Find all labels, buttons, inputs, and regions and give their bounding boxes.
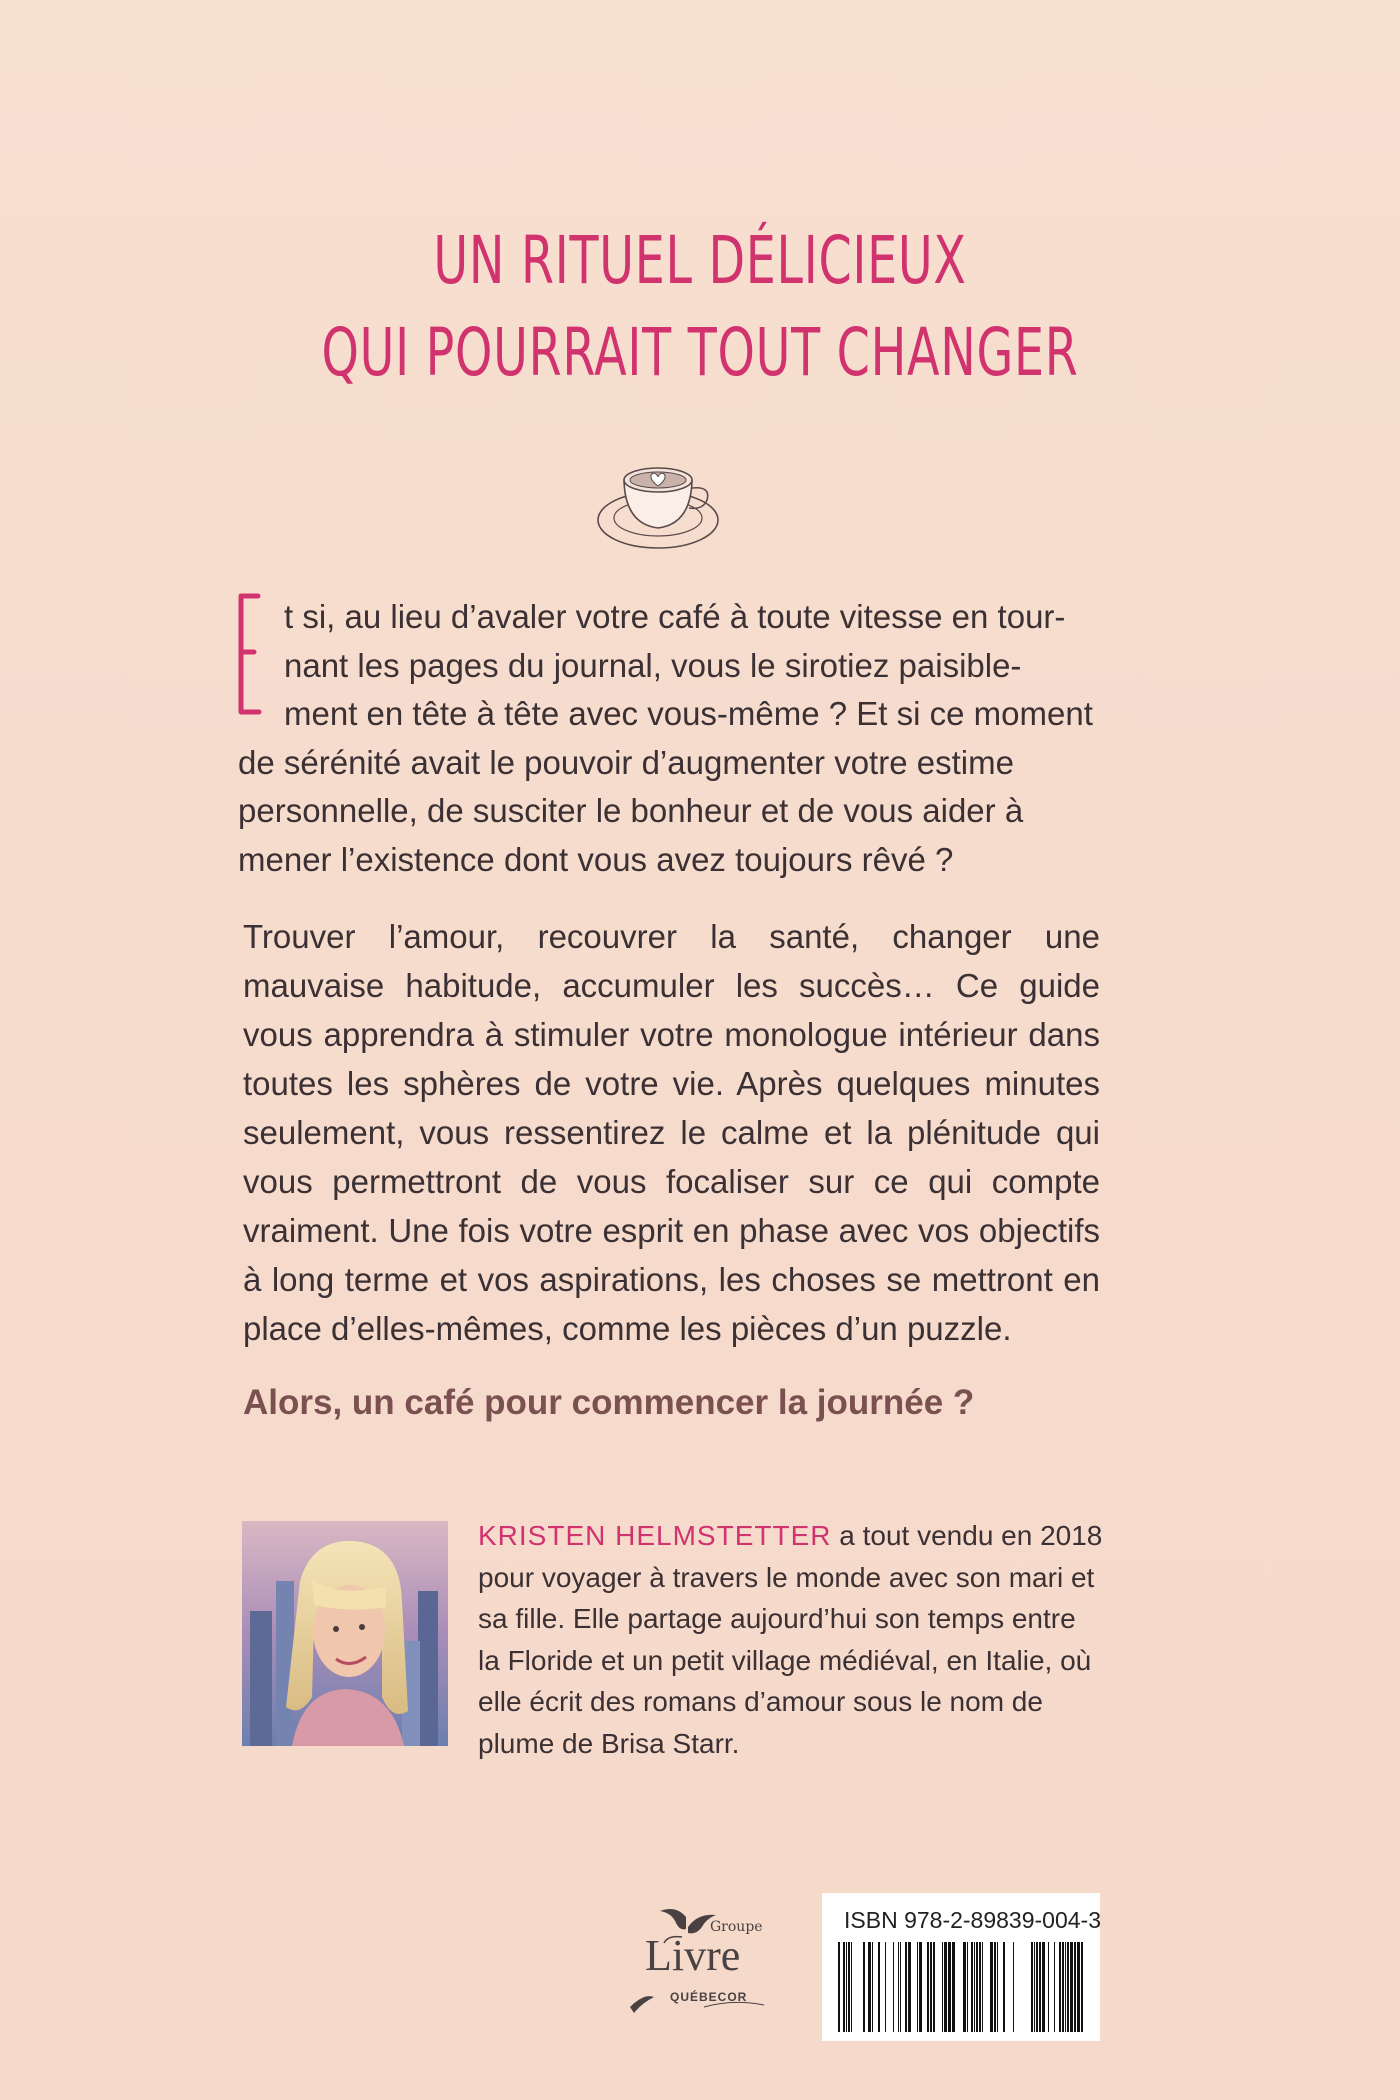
barcode-bar — [878, 1942, 880, 2032]
barcode-bar — [1031, 1942, 1033, 2032]
barcode-bar — [1013, 1942, 1014, 2032]
barcode-bar — [1067, 1942, 1069, 2032]
barcode-bar — [963, 1942, 966, 2032]
publisher-livre: Livre — [645, 1931, 741, 1980]
barcode-bar — [1077, 1942, 1080, 2032]
publisher-logo — [624, 1905, 774, 2030]
barcode-bar — [843, 1942, 845, 2032]
intro-line-1: t si, au lieu d’avaler votre café à toute vitesse en tour- — [284, 598, 1066, 635]
barcode-bar — [908, 1942, 911, 2032]
barcode-bar — [1039, 1942, 1041, 2032]
intro-line-3: ment en tête à tête avec vous-même ? Et si ce moment — [284, 695, 1093, 732]
barcode-bar — [974, 1942, 975, 2032]
barcode-bar — [1042, 1942, 1045, 2032]
headline-line-2: QUI POURRAIT TOUT CHANGER — [321, 314, 1079, 391]
barcode-bar — [893, 1942, 894, 2032]
barcode-bar — [1048, 1942, 1049, 2032]
intro-line-2: nant les pages du journal, vous le sirotiez paisible- — [284, 646, 1022, 684]
barcode-bar — [942, 1942, 943, 2032]
author-photo — [242, 1521, 448, 1746]
barcode-bar — [872, 1942, 873, 2032]
barcode-bar — [885, 1942, 886, 2032]
barcode-bar — [1059, 1942, 1061, 2032]
barcode-bar — [976, 1942, 978, 2032]
barcode-bar — [1081, 1942, 1083, 2032]
barcode-bar — [1034, 1942, 1035, 2032]
barcode-graphic — [836, 1942, 1086, 2032]
author-bio — [478, 1515, 1103, 1764]
barcode-bar — [863, 1942, 865, 2032]
barcode-bar — [1065, 1942, 1066, 2032]
coffee-cup-heart-icon — [595, 458, 721, 553]
intro-line-6: mener l’existence dont vous avez toujours rêvé ? — [238, 840, 954, 878]
barcode-bar — [1054, 1942, 1055, 2032]
barcode-bar — [917, 1942, 918, 2032]
author-name: KRISTEN HELMSTETTER — [478, 1520, 832, 1551]
intro-line-4: de sérénité avait le pouvoir d’augmenter votre estime — [238, 743, 1014, 781]
body-paragraph: Trouver l’amour, recouvrer la santé, changer une mauvaise habitude, accumuler les succès… Ce guide vous apprendra à stimuler votre monologue intérieur dans toutes les sphères de votre vie. Après quelques minutes seulement, vous ressentirez le calme et la plénitude qui vous permettront de vous focaliser sur ce qui compte vraiment. Une fois votre esprit en phase avec vos objectifs à long terme et vos aspirations, les choses se mettront en place d’elles-mêmes, comme les pièces d’un puzzle. — [243, 918, 1100, 1347]
isbn-barcode-box — [822, 1893, 1100, 2041]
barcode-bar — [927, 1942, 929, 2032]
headline-line-1: UN RITUEL DÉLICIEUX — [433, 222, 967, 299]
intro-line-5: personnelle, de susciter le bonheur et de vous aider à — [238, 792, 1024, 829]
barcode-bar — [948, 1942, 951, 2032]
barcode-bar — [994, 1942, 996, 2032]
barcode-bar — [919, 1942, 922, 2032]
barcode-bar — [979, 1942, 981, 2032]
intro-paragraph — [238, 593, 1100, 884]
barcode-bar — [1003, 1942, 1005, 2032]
barcode-bar — [971, 1942, 973, 2032]
barcode-bar — [982, 1942, 983, 2032]
barcode-bar — [990, 1942, 993, 2032]
barcode-bar — [997, 1942, 998, 2032]
barcode-bar — [868, 1942, 871, 2032]
barcode-bar — [933, 1942, 935, 2032]
barcode-bar — [1074, 1942, 1076, 2032]
barcode-bar — [900, 1942, 901, 2032]
barcode-bar — [848, 1942, 850, 2032]
barcode-bar — [952, 1942, 955, 2032]
tagline: Alors, un café pour commencer la journée ? — [243, 1383, 975, 1422]
author-bio-text: a tout vendu en 2018 pour voyager à travers le monde avec son mari et sa fille. Elle partage aujourd’hui son temps entre la Floride et un petit village médiéval, en Italie, où elle écrit des romans d’amour sous le nom de plume de Brisa Starr. — [478, 1520, 1103, 1759]
barcode-bar — [1070, 1942, 1073, 2032]
publisher-quebecor: QUÉBECOR — [670, 1990, 748, 2004]
barcode-bar — [1062, 1942, 1064, 2032]
barcode-bar — [1036, 1942, 1038, 2032]
barcode-bar — [838, 1942, 840, 2032]
barcode-bar — [905, 1942, 907, 2032]
barcode-bar — [944, 1942, 947, 2032]
barcode-bar — [851, 1942, 852, 2032]
barcode-bar — [846, 1942, 847, 2032]
barcode-bar — [898, 1942, 899, 2032]
publisher-groupe: Groupe — [710, 1919, 763, 1935]
headline — [196, 215, 1204, 399]
barcode-bar — [930, 1942, 932, 2032]
isbn-number: ISBN 978-2-89839-004-3 — [844, 1907, 1101, 1933]
barcode-bar — [967, 1942, 968, 2032]
